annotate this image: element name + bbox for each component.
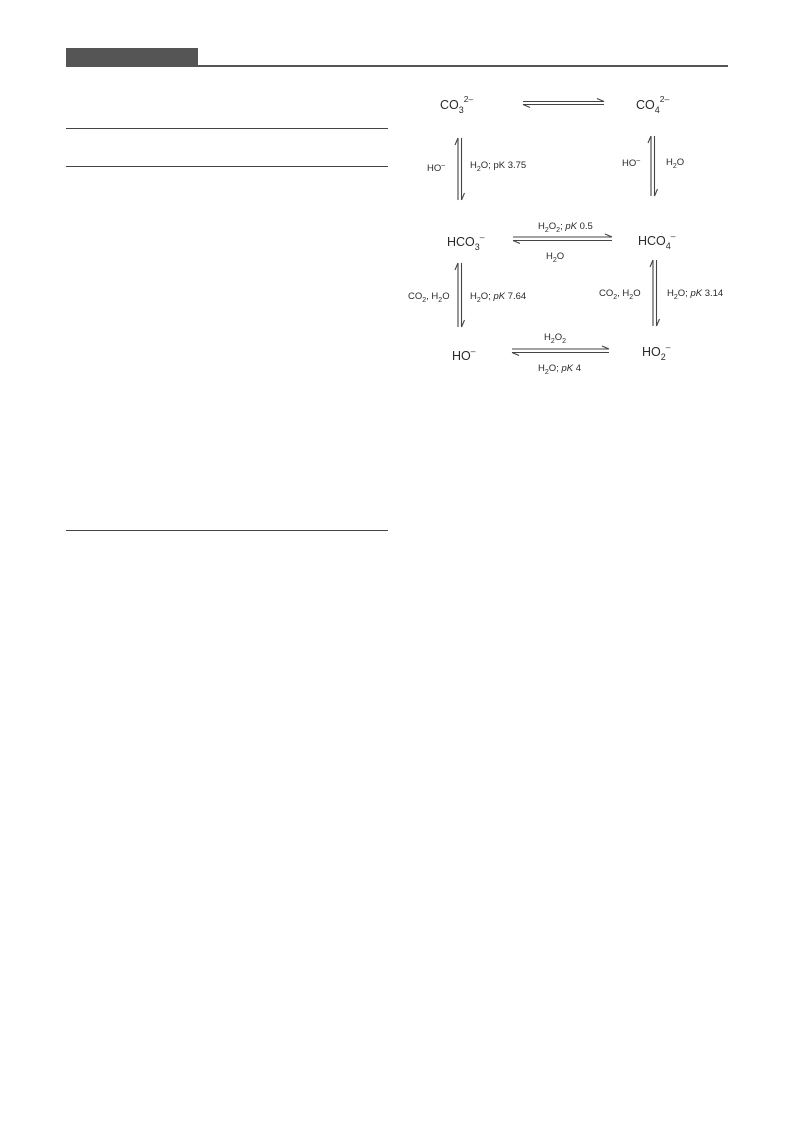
condition-bottom-top: $H_2O_2$ xyxy=(544,332,567,345)
species-co4: $CO_4^{2-}$ xyxy=(636,94,670,115)
condition-left-top-reagent: HO– xyxy=(427,162,446,174)
equilibrium-arrow-hco3-hco4 xyxy=(513,234,612,244)
condition-right-bottom-product: $H_2O$; pK 3.14 xyxy=(667,288,724,301)
condition-right-top-reagent: HO– xyxy=(622,157,641,169)
condition-left-bottom-reagent: $CO_2$, $H_2O$ xyxy=(408,291,450,304)
condition-middle-top: $H_2O_2$; pK 0.5 xyxy=(538,221,593,234)
condition-middle-bottom: $H_2O$ xyxy=(546,251,565,264)
species-co3: $CO_3^{2-}$ xyxy=(440,94,474,115)
equilibrium-arrow-hco3-ho xyxy=(455,263,465,327)
condition-bottom-bottom: $H_2O$; pK 4 xyxy=(538,363,582,376)
equilibrium-arrow-ho-ho2 xyxy=(512,346,609,356)
condition-right-top-product: $H_2O$ xyxy=(666,157,685,170)
species-hco4: $HCO_4^-$ xyxy=(638,231,676,251)
species-ho: HO– xyxy=(452,346,476,363)
condition-left-bottom-product: $H_2O$; pK 7.64 xyxy=(470,291,527,304)
condition-left-top-product: $H_2O$; pK 3.75 xyxy=(470,160,527,173)
equilibrium-arrow-co4-hco4 xyxy=(648,136,658,196)
equilibrium-arrow-hco4-ho2 xyxy=(650,260,660,326)
condition-right-bottom-reagent: $CO_2$, $H_2O$ xyxy=(599,288,641,301)
equilibrium-arrow-co3-co4 xyxy=(523,99,604,108)
species-ho2: $HO_2^-$ xyxy=(642,342,671,362)
species-hco3: $HCO_3^-$ xyxy=(447,232,485,252)
equilibrium-arrow-co3-hco3 xyxy=(455,138,465,200)
